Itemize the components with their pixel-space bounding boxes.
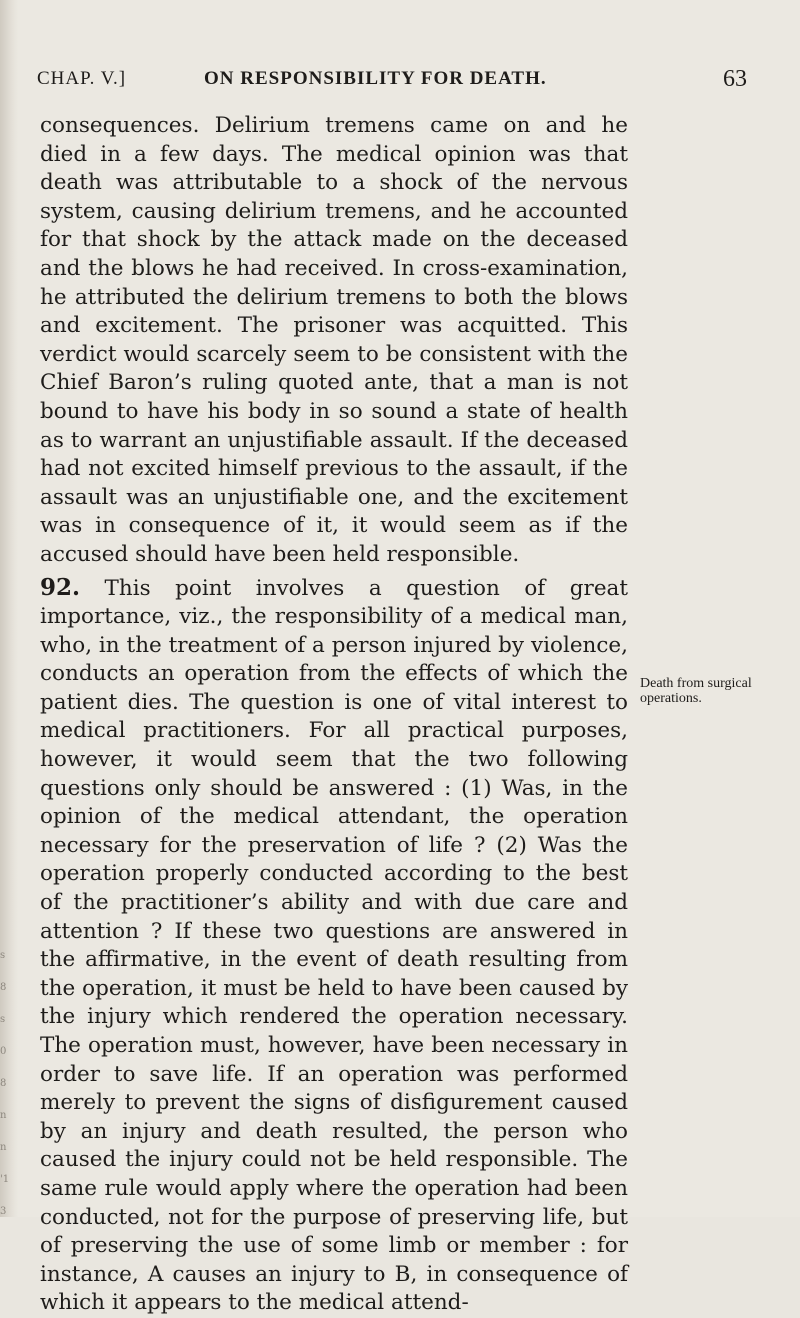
edge-mark: 0 — [0, 1046, 7, 1057]
edge-mark: n — [0, 1142, 7, 1153]
body-text — [40, 112, 628, 1318]
edge-mark: s — [0, 950, 6, 961]
paragraph-1 — [40, 112, 628, 570]
paragraph-text: This point involves a question of great importance, viz., the responsibility of a medical man, who, in the treatment of a person injured by violence, conducts an operation from the effects of which the patient dies. The question is one of vital interest to medical practitioners. For all practical purposes, however, it would seem that the two following questions only should be answered : (1) Was, in the opinion of the medical attendant, the operation necessary for the preservation of life ? (2) Was the operation properly conducted according to the best of the practitioner’s ability and with due care and attention ? If these two questions are answered in the affirmative, in the event of death resulting from the operation, it must be held to have been caused by the injury which rendered the operation necessary. The operation must, however, have been necessary in order to save life. If an operation was performed merely to prevent the signs of disfigurement caused by an injury and death resulted, the person who caused the injury could not be held responsible. The same rule would apply where the operation had been conducted, not for the purpose of preserving life, but of preserving the use of some limb or member : for instance, A causes an injury to B, in consequence of which it appears to the medical attend- — [40, 575, 628, 1316]
edge-mark: n — [0, 1110, 7, 1121]
edge-marks — [0, 950, 14, 1238]
margin-note: Death from surgical operations. — [640, 676, 752, 706]
edge-mark: 3 — [0, 1206, 7, 1217]
paragraph-number: 92. — [40, 573, 81, 601]
paragraph-92 — [40, 574, 628, 1318]
running-header — [37, 68, 747, 98]
chapter-label: CHAP. V.] — [37, 68, 127, 89]
page-number: 63 — [723, 66, 747, 92]
edge-mark: 8 — [0, 982, 7, 993]
edge-mark: '1 — [0, 1174, 10, 1185]
edge-mark: 8 — [0, 1078, 7, 1089]
running-title: ON RESPONSIBILITY FOR DEATH. — [204, 68, 547, 89]
paragraph-text: consequences. Delirium tremens came on and he died in a few days. The medical opinion was that death was attributable to a shock of the nervous system, causing delirium tremens, and he accounted for that shock by the attack made on the deceased and the blows he had received. In cross-examination, he attributed the delirium tremens to both the blows and excitement. The prisoner was acquitted. This verdict would scarcely seem to be consistent with the Chief Baron’s ruling quoted ante, that a man is not bound to have his body in so sound a state of health as to warrant an unjustifiable assault. If the deceased had not excited himself previous to the assault, if the assault was an unjustifiable one, and the excitement was in consequence of it, it would seem as if the accused should have been held responsible. — [40, 113, 628, 567]
edge-mark: s — [0, 1014, 6, 1025]
